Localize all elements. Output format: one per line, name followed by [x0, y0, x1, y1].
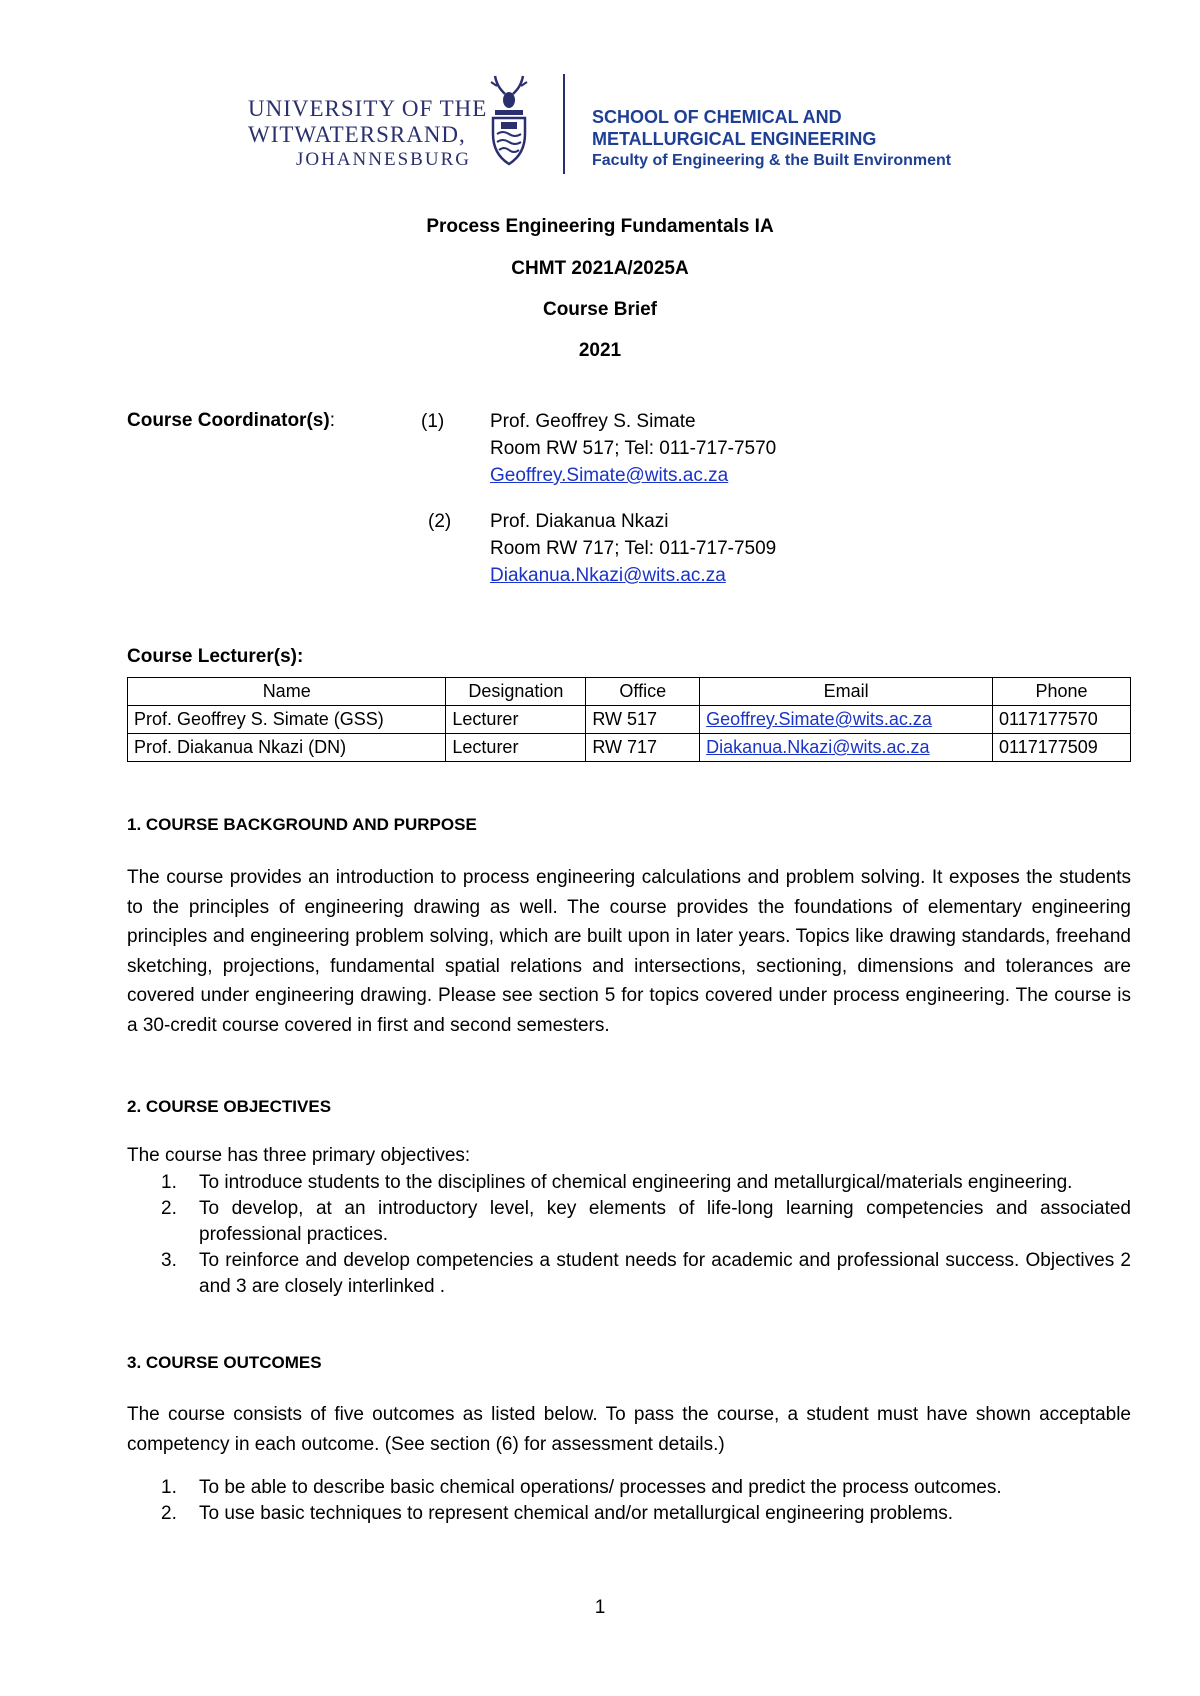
- list-item-text: To reinforce and develop competencies a student needs for academic and professional success. Objectives 2 and 3 are closely interlinked .: [199, 1250, 1131, 1297]
- school-block: [592, 106, 951, 172]
- list-item: [127, 1475, 1131, 1501]
- coordinator-1-name: Prof. Geoffrey S. Simate: [490, 411, 696, 432]
- list-item-text: To introduce students to the disciplines of chemical engineering and metallurgical/materials engineering.: [199, 1172, 1073, 1193]
- course-title: Process Engineering Fundamentals IA: [426, 216, 774, 237]
- section-3-heading: 3. COURSE OUTCOMES: [127, 1353, 322, 1372]
- column-header-email: Email: [700, 678, 993, 706]
- cell-phone: 0117177570: [993, 706, 1131, 734]
- cell-office: RW 517: [586, 706, 700, 734]
- university-line-3: JOHANNESBURG: [296, 149, 471, 170]
- section-3-intro: The course consists of five outcomes as listed below. To pass the course, a student must have shown acceptable competency in each outcome. (See section (6) for assessment details.): [127, 1404, 1131, 1455]
- faculty-line: Faculty of Engineering & the Built Environment: [592, 152, 952, 169]
- header-divider: [563, 74, 565, 174]
- cell-office: RW 717: [586, 734, 700, 762]
- school-line-2: METALLURGICAL ENGINEERING: [592, 129, 877, 149]
- email-link[interactable]: Geoffrey.Simate@wits.ac.za: [706, 709, 932, 729]
- list-item-number: 3.: [161, 1250, 177, 1271]
- objectives-list: [127, 1170, 1131, 1300]
- list-item-number: 2.: [161, 1503, 177, 1524]
- coordinator-1-num: (1): [421, 411, 445, 432]
- coordinator-2-room: Room RW 717; Tel: 011-717-7509: [490, 538, 777, 559]
- column-header-phone: Phone: [993, 678, 1131, 706]
- school-line-1: SCHOOL OF CHEMICAL AND: [592, 107, 842, 127]
- email-link[interactable]: Diakanua.Nkazi@wits.ac.za: [706, 737, 930, 757]
- list-item-number: 1.: [161, 1477, 177, 1498]
- list-item: [127, 1170, 1131, 1196]
- cell-name: Prof. Diakanua Nkazi (DN): [128, 734, 446, 762]
- cell-name: Prof. Geoffrey S. Simate (GSS): [128, 706, 446, 734]
- section-2-intro: The course has three primary objectives:: [127, 1145, 471, 1166]
- coordinator-2: [490, 508, 776, 589]
- list-item-text: To use basic techniques to represent chemical and/or metallurgical engineering problems.: [199, 1503, 954, 1524]
- column-header-designation: Designation: [446, 678, 586, 706]
- table-row: [128, 706, 1131, 734]
- column-header-name: Name: [128, 678, 446, 706]
- course-code: CHMT 2021A/2025A: [511, 258, 689, 279]
- university-wordmark: [248, 96, 487, 172]
- table-row: [128, 734, 1131, 762]
- table-header-row: [128, 678, 1131, 706]
- year: 2021: [578, 340, 622, 361]
- cell-designation: Lecturer: [446, 734, 586, 762]
- cell-designation: Lecturer: [446, 706, 586, 734]
- coordinator-2-num: (2): [428, 511, 452, 532]
- coordinators-label-colon: :: [329, 410, 335, 431]
- coordinators-label: [127, 410, 335, 432]
- list-item: [127, 1196, 1131, 1248]
- coordinator-1: [490, 408, 776, 489]
- lecturers-table: [127, 677, 1131, 762]
- list-item: [127, 1248, 1131, 1300]
- list-item-text: To be able to describe basic chemical operations/ processes and predict the process outcomes.: [199, 1477, 1002, 1498]
- cell-phone: 0117177509: [993, 734, 1131, 762]
- coordinator-2-name: Prof. Diakanua Nkazi: [490, 511, 669, 532]
- section-1-paragraph: The course provides an introduction to process engineering calculations and problem solving. It exposes the students to the principles of engineering drawing as well. The course provides the foundations of elementary engineering principles and engineering problem solving, which are built upon in later years. Topics like drawing standards, freehand sketching, projections, fundamental spatial relations and intersections, sectioning, dimensions and tolerances are covered under engineering drawing. Please see section 5 for topics covered under process engineering. The course is a 30-credit course covered in first and second semesters.: [127, 867, 1131, 1036]
- coordinator-1-room: Room RW 517; Tel: 011-717-7570: [490, 438, 777, 459]
- list-item-number: 1.: [161, 1172, 177, 1193]
- column-header-office: Office: [586, 678, 700, 706]
- document-title: Course Brief: [542, 299, 658, 320]
- crest-icon: [487, 72, 531, 177]
- cell-email: [700, 734, 993, 762]
- coordinator-1-email-link[interactable]: Geoffrey.Simate@wits.ac.za: [490, 465, 729, 486]
- list-item-number: 2.: [161, 1198, 177, 1219]
- coordinators-label-text: Course Coordinator(s): [127, 410, 330, 431]
- section-1-heading: 1. COURSE BACKGROUND AND PURPOSE: [127, 815, 477, 834]
- cell-email: [700, 706, 993, 734]
- university-line-1: UNIVERSITY OF THE: [248, 96, 488, 121]
- list-item: [127, 1501, 1131, 1527]
- coordinator-2-email-link[interactable]: Diakanua.Nkazi@wits.ac.za: [490, 565, 726, 586]
- list-item-text: To develop, at an introductory level, key elements of life-long learning competencies and associated professional practices.: [199, 1198, 1131, 1245]
- section-2-heading: 2. COURSE OBJECTIVES: [127, 1097, 332, 1116]
- page-number: 1: [594, 1597, 606, 1618]
- lecturers-label: Course Lecturer(s):: [127, 646, 304, 667]
- outcomes-list: [127, 1475, 1131, 1527]
- university-line-2: WITWATERSRAND,: [248, 122, 466, 147]
